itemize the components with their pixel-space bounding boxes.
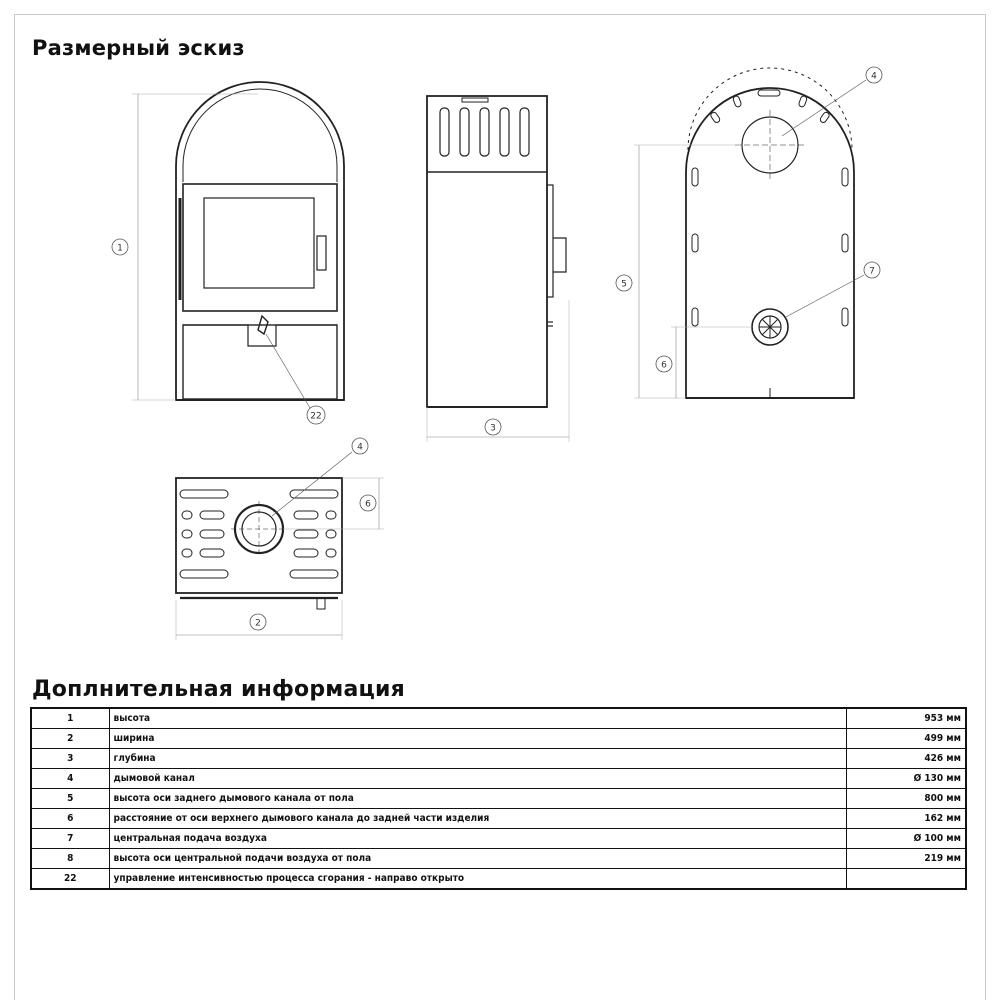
row-value: 953 мм	[846, 708, 966, 729]
svg-text:6: 6	[365, 499, 371, 510]
row-number: 2	[31, 729, 109, 749]
row-number: 6	[31, 809, 109, 829]
table-row	[31, 849, 966, 869]
svg-text:1: 1	[117, 243, 123, 254]
callout-7	[864, 262, 880, 278]
row-value: 800 мм	[846, 789, 966, 809]
row-number: 4	[31, 769, 109, 789]
row-number: 5	[31, 789, 109, 809]
row-value: 499 мм	[846, 729, 966, 749]
row-description: дымовой канал	[109, 769, 846, 789]
table-row	[31, 829, 966, 849]
svg-text:7: 7	[869, 266, 875, 277]
row-value: Ø 130 мм	[846, 769, 966, 789]
row-description: глубина	[109, 749, 846, 769]
table-row	[31, 789, 966, 809]
table-row	[31, 729, 966, 749]
row-description: ширина	[109, 729, 846, 749]
row-description: высота оси центральной подачи воздуха от пола	[109, 849, 846, 869]
row-value	[846, 869, 966, 890]
row-description: центральная подача воздуха	[109, 829, 846, 849]
info-title: Доплнительная информация	[32, 677, 405, 702]
callout-3	[485, 419, 501, 435]
row-value: 162 мм	[846, 809, 966, 829]
svg-text:4: 4	[871, 71, 877, 82]
table-row	[31, 769, 966, 789]
callout-4-top	[352, 438, 368, 454]
svg-text:3: 3	[490, 423, 496, 434]
callout-4-back	[866, 67, 882, 83]
side-view	[427, 96, 569, 442]
row-number: 3	[31, 749, 109, 769]
callout-5	[616, 275, 632, 291]
row-description: расстояние от оси верхнего дымового канала до задней части изделия	[109, 809, 846, 829]
row-description: управление интенсивностью процесса сгорания - направо открыто	[109, 869, 846, 890]
callout-6	[656, 356, 672, 372]
row-number: 7	[31, 829, 109, 849]
row-value: 426 мм	[846, 749, 966, 769]
svg-text:6: 6	[661, 360, 667, 371]
callout-2	[250, 614, 266, 630]
table-row	[31, 749, 966, 769]
table-row	[31, 869, 966, 890]
callout-6-top	[360, 495, 376, 511]
row-value: Ø 100 мм	[846, 829, 966, 849]
row-description: высота	[109, 708, 846, 729]
info-table	[30, 707, 967, 890]
svg-text:5: 5	[621, 279, 627, 290]
row-description: высота оси заднего дымового канала от пола	[109, 789, 846, 809]
top-view	[176, 452, 384, 640]
svg-text:4: 4	[357, 442, 363, 453]
row-number: 1	[31, 708, 109, 729]
table-row	[31, 809, 966, 829]
svg-text:22: 22	[310, 411, 322, 422]
svg-text:2: 2	[255, 618, 261, 629]
back-view	[634, 68, 866, 398]
callout-1	[112, 239, 128, 255]
front-view	[132, 82, 344, 408]
row-value: 219 мм	[846, 849, 966, 869]
row-number: 22	[31, 869, 109, 890]
row-number: 8	[31, 849, 109, 869]
table-row	[31, 708, 966, 729]
callout-22	[307, 406, 325, 424]
sketch-title: Размерный эскиз	[32, 36, 245, 60]
